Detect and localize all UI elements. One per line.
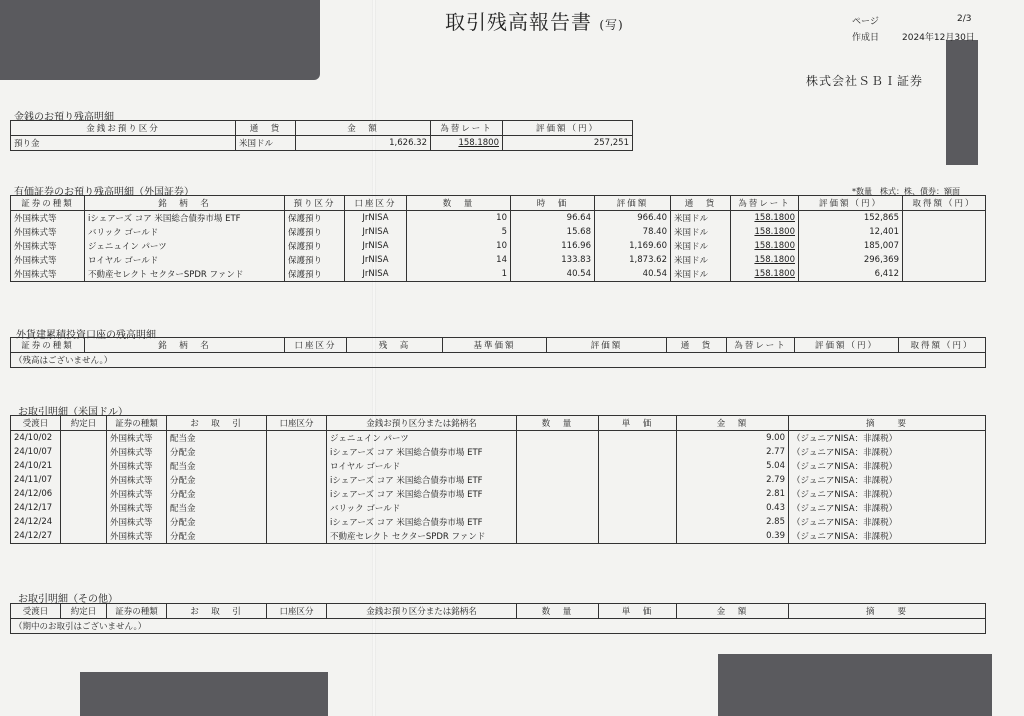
col-header: 受渡日 — [11, 416, 61, 431]
col-header: 口座区分 — [345, 196, 407, 211]
security-kind: 外国株式等 — [11, 211, 85, 226]
col-header: 金 額 — [677, 604, 789, 619]
trade-type: 配当金 — [167, 459, 267, 473]
trade-settle-date: 24/10/02 — [11, 431, 61, 446]
trade-type: 配当金 — [167, 431, 267, 446]
security-cost — [903, 253, 986, 267]
col-header: 金銭お預り区分または銘柄名 — [327, 604, 517, 619]
trade-name: ジェニュイン パーツ — [327, 431, 517, 446]
col-header: 銘 柄 名 — [85, 338, 285, 353]
title-note: (写) — [599, 18, 624, 32]
trade-account — [267, 529, 327, 544]
security-account: JrNISA — [345, 253, 407, 267]
security-qty: 10 — [407, 211, 511, 226]
trade-amount: 5.04 — [677, 459, 789, 473]
security-kind: 外国株式等 — [11, 225, 85, 239]
trade-type: 分配金 — [167, 473, 267, 487]
col-header: 約定日 — [61, 416, 107, 431]
trade-kind: 外国株式等 — [107, 459, 167, 473]
security-value-jpy: 12,401 — [799, 225, 903, 239]
col-header: 約定日 — [61, 604, 107, 619]
security-cost — [903, 239, 986, 253]
security-kind: 外国株式等 — [11, 267, 85, 282]
trade-note: （ジュニアNISA：非課税） — [789, 431, 986, 446]
security-name: iシェアーズ コア 米国総合債券市場 ETF — [85, 211, 285, 226]
trade-note: （ジュニアNISA：非課税） — [789, 473, 986, 487]
trade-date — [61, 473, 107, 487]
trade-account — [267, 501, 327, 515]
trade-settle-date: 24/10/07 — [11, 445, 61, 459]
trade-date — [61, 501, 107, 515]
col-header: 残 高 — [347, 338, 443, 353]
trade-kind: 外国株式等 — [107, 529, 167, 544]
deposit-rate: 158.1800 — [431, 136, 503, 151]
trades-usd-table — [10, 415, 986, 544]
security-currency: 米国ドル — [671, 253, 731, 267]
trade-name: 不動産セレクト セクターSPDR ファンド — [327, 529, 517, 544]
security-rate: 158.1800 — [731, 253, 799, 267]
col-header: 証券の種類 — [107, 416, 167, 431]
security-custody: 保護預り — [285, 225, 345, 239]
col-header: 口座区分 — [267, 416, 327, 431]
trade-account — [267, 431, 327, 446]
page-label: ページ — [852, 17, 879, 27]
trade-settle-date: 24/12/06 — [11, 487, 61, 501]
trade-unit-price — [599, 529, 677, 544]
col-header: 証券の種類 — [11, 338, 85, 353]
security-custody: 保護預り — [285, 211, 345, 226]
col-header: 数 量 — [517, 604, 599, 619]
deposit-section-title: 金銭のお預り残高明細 — [14, 112, 114, 123]
trade-qty — [517, 487, 599, 501]
deposit-currency: 米国ドル — [236, 136, 296, 151]
security-value-jpy: 6,412 — [799, 267, 903, 282]
security-currency: 米国ドル — [671, 211, 731, 226]
table-row — [11, 211, 986, 226]
trade-amount: 0.43 — [677, 501, 789, 515]
trade-unit-price — [599, 515, 677, 529]
table-row — [11, 225, 986, 239]
security-qty: 5 — [407, 225, 511, 239]
trade-type: 分配金 — [167, 487, 267, 501]
col-header: 単 価 — [599, 416, 677, 431]
security-qty: 10 — [407, 239, 511, 253]
page-number: 2/3 — [957, 14, 972, 24]
trade-type: 分配金 — [167, 529, 267, 544]
trade-unit-price — [599, 501, 677, 515]
trade-name: バリック ゴールド — [327, 501, 517, 515]
trade-qty — [517, 473, 599, 487]
col-header: 基準価額 — [443, 338, 547, 353]
trade-account — [267, 445, 327, 459]
fx-build-section-title: 外貨建累積投資口座の残高明細 — [16, 330, 156, 341]
security-currency: 米国ドル — [671, 239, 731, 253]
trade-date — [61, 445, 107, 459]
security-rate: 158.1800 — [731, 239, 799, 253]
securities-section-title: 有価証券のお預り残高明細（外国証券） — [14, 187, 194, 198]
security-account: JrNISA — [345, 211, 407, 226]
security-currency: 米国ドル — [671, 225, 731, 239]
security-custody: 保護預り — [285, 267, 345, 282]
col-header: 通 貨 — [667, 338, 727, 353]
col-header: 評価額（円） — [799, 196, 903, 211]
table-row — [11, 487, 986, 501]
security-value: 966.40 — [595, 211, 671, 226]
security-custody: 保護預り — [285, 239, 345, 253]
col-header: 金 額 — [296, 121, 431, 136]
col-header: 口座区分 — [285, 338, 347, 353]
trade-qty — [517, 515, 599, 529]
trade-name: iシェアーズ コア 米国総合債券市場 ETF — [327, 487, 517, 501]
security-price: 116.96 — [511, 239, 595, 253]
trade-note: （ジュニアNISA：非課税） — [789, 529, 986, 544]
document-title — [445, 6, 624, 35]
trade-type: 分配金 — [167, 515, 267, 529]
trades-other-empty-message: （期中のお取引はございません。） — [11, 619, 986, 634]
trade-note: （ジュニアNISA：非課税） — [789, 501, 986, 515]
trades-other-table — [10, 603, 986, 634]
trade-settle-date: 24/10/21 — [11, 459, 61, 473]
col-header: 取得額（円） — [903, 196, 986, 211]
trade-date — [61, 487, 107, 501]
deposit-amount: 1,626.32 — [296, 136, 431, 151]
security-name: ジェニュイン パーツ — [85, 239, 285, 253]
col-header: 数 量 — [517, 416, 599, 431]
trade-unit-price — [599, 487, 677, 501]
redaction-block-top-left — [0, 0, 320, 80]
table-row — [11, 445, 986, 459]
col-header: 預り区分 — [285, 196, 345, 211]
col-header: 金銭お預り区分または銘柄名 — [327, 416, 517, 431]
redaction-block-bottom-right — [718, 654, 992, 716]
security-account: JrNISA — [345, 267, 407, 282]
trade-amount: 9.00 — [677, 431, 789, 446]
security-rate: 158.1800 — [731, 211, 799, 226]
security-value: 1,873.62 — [595, 253, 671, 267]
deposit-value: 257,251 — [503, 136, 633, 151]
trade-kind: 外国株式等 — [107, 487, 167, 501]
trade-kind: 外国株式等 — [107, 473, 167, 487]
trade-note: （ジュニアNISA：非課税） — [789, 445, 986, 459]
col-header: 取得額（円） — [899, 338, 986, 353]
trade-amount: 2.79 — [677, 473, 789, 487]
security-rate: 158.1800 — [731, 267, 799, 282]
trade-settle-date: 24/12/17 — [11, 501, 61, 515]
security-account: JrNISA — [345, 225, 407, 239]
redaction-block-bottom-left — [80, 672, 328, 716]
security-rate: 158.1800 — [731, 225, 799, 239]
col-header: 評価額（円） — [503, 121, 633, 136]
security-cost — [903, 225, 986, 239]
col-header: 評価額 — [595, 196, 671, 211]
table-row — [11, 501, 986, 515]
security-account: JrNISA — [345, 239, 407, 253]
trade-amount: 2.77 — [677, 445, 789, 459]
fx-build-table — [10, 337, 986, 368]
trade-kind: 外国株式等 — [107, 431, 167, 446]
security-price: 96.64 — [511, 211, 595, 226]
security-name: ロイヤル ゴールド — [85, 253, 285, 267]
col-header: 評価額（円） — [795, 338, 899, 353]
trade-account — [267, 487, 327, 501]
trade-qty — [517, 529, 599, 544]
security-qty: 1 — [407, 267, 511, 282]
trade-unit-price — [599, 473, 677, 487]
trade-name: iシェアーズ コア 米国総合債券市場 ETF — [327, 473, 517, 487]
trade-name: iシェアーズ コア 米国総合債券市場 ETF — [327, 515, 517, 529]
company-name: 株式会社ＳＢＩ証券 — [806, 74, 924, 88]
col-header: 数 量 — [407, 196, 511, 211]
trade-amount: 2.81 — [677, 487, 789, 501]
trade-date — [61, 431, 107, 446]
col-header: 為替レート — [731, 196, 799, 211]
security-value-jpy: 185,007 — [799, 239, 903, 253]
deposit-table — [10, 120, 633, 151]
quantity-note: *数量 株式：株、債券：額面 — [852, 187, 960, 196]
col-header: 為替レート — [431, 121, 503, 136]
trade-type: 分配金 — [167, 445, 267, 459]
trade-note: （ジュニアNISA：非課税） — [789, 487, 986, 501]
col-header: 銘 柄 名 — [85, 196, 285, 211]
trade-account — [267, 515, 327, 529]
deposit-type: 預り金 — [11, 136, 236, 151]
trade-note: （ジュニアNISA：非課税） — [789, 515, 986, 529]
trade-qty — [517, 459, 599, 473]
security-value: 40.54 — [595, 267, 671, 282]
security-cost — [903, 267, 986, 282]
table-row — [11, 515, 986, 529]
col-header: 摘 要 — [789, 604, 986, 619]
trade-kind: 外国株式等 — [107, 515, 167, 529]
security-kind: 外国株式等 — [11, 239, 85, 253]
col-header: お 取 引 — [167, 416, 267, 431]
trade-kind: 外国株式等 — [107, 501, 167, 515]
table-row — [11, 459, 986, 473]
col-header: お 取 引 — [167, 604, 267, 619]
trade-settle-date: 24/11/07 — [11, 473, 61, 487]
trade-type: 配当金 — [167, 501, 267, 515]
security-value-jpy: 296,369 — [799, 253, 903, 267]
trade-qty — [517, 501, 599, 515]
table-row — [11, 253, 986, 267]
trade-account — [267, 473, 327, 487]
col-header: 為替レート — [727, 338, 795, 353]
table-row — [11, 431, 986, 446]
table-row — [11, 239, 986, 253]
trade-unit-price — [599, 445, 677, 459]
trade-note: （ジュニアNISA：非課税） — [789, 459, 986, 473]
redaction-block-top-right — [946, 40, 978, 165]
trade-unit-price — [599, 431, 677, 446]
trade-amount: 0.39 — [677, 529, 789, 544]
col-header: 口座区分 — [267, 604, 327, 619]
security-price: 15.68 — [511, 225, 595, 239]
security-cost — [903, 211, 986, 226]
col-header: 通 貨 — [671, 196, 731, 211]
title-text: 取引残高報告書 — [445, 10, 592, 34]
security-name: 不動産セレクト セクターSPDR ファンド — [85, 267, 285, 282]
securities-table — [10, 195, 986, 282]
col-header: 評価額 — [547, 338, 667, 353]
table-row — [11, 529, 986, 544]
fx-build-empty-message: （残高はございません。） — [11, 353, 986, 368]
table-row — [11, 267, 986, 282]
trade-unit-price — [599, 459, 677, 473]
trade-date — [61, 515, 107, 529]
security-price: 40.54 — [511, 267, 595, 282]
created-date: 2024年12月30日 — [902, 33, 975, 43]
security-currency: 米国ドル — [671, 267, 731, 282]
created-label: 作成日 — [852, 33, 880, 43]
col-header: 受渡日 — [11, 604, 61, 619]
security-qty: 14 — [407, 253, 511, 267]
trade-kind: 外国株式等 — [107, 445, 167, 459]
trade-amount: 2.85 — [677, 515, 789, 529]
col-header: 証券の種類 — [107, 604, 167, 619]
security-value: 78.40 — [595, 225, 671, 239]
trade-date — [61, 529, 107, 544]
trade-qty — [517, 431, 599, 446]
col-header: 証券の種類 — [11, 196, 85, 211]
security-name: バリック ゴールド — [85, 225, 285, 239]
trade-date — [61, 459, 107, 473]
col-header: 摘 要 — [789, 416, 986, 431]
security-value-jpy: 152,865 — [799, 211, 903, 226]
trade-settle-date: 24/12/24 — [11, 515, 61, 529]
trade-name: ロイヤル ゴールド — [327, 459, 517, 473]
col-header: 単 価 — [599, 604, 677, 619]
col-header: 通 貨 — [236, 121, 296, 136]
security-value: 1,169.60 — [595, 239, 671, 253]
trades-other-section-title: お取引明細（その他） — [18, 594, 118, 605]
trades-usd-section-title: お取引明細（米国ドル） — [18, 407, 128, 418]
trade-name: iシェアーズ コア 米国総合債券市場 ETF — [327, 445, 517, 459]
security-kind: 外国株式等 — [11, 253, 85, 267]
trade-account — [267, 459, 327, 473]
security-price: 133.83 — [511, 253, 595, 267]
col-header: 金 額 — [677, 416, 789, 431]
trade-qty — [517, 445, 599, 459]
table-row — [11, 473, 986, 487]
col-header: 時 価 — [511, 196, 595, 211]
security-custody: 保護預り — [285, 253, 345, 267]
col-header: 金銭お預り区分 — [11, 121, 236, 136]
trade-settle-date: 24/12/27 — [11, 529, 61, 544]
